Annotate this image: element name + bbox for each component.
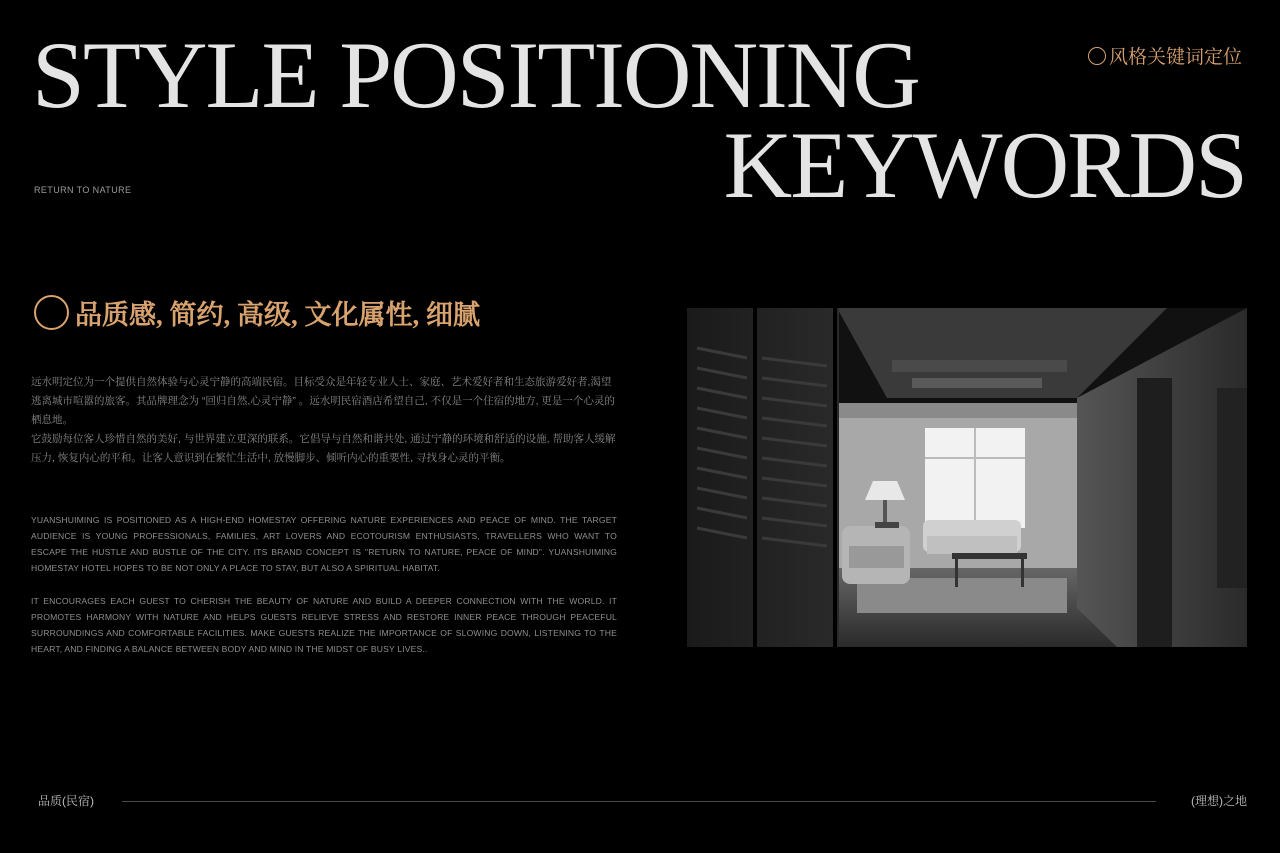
keywords-text: 品质感, 简约, 高级, 文化属性, 细腻 [75,300,480,330]
circle-icon [34,295,69,330]
footer-divider [122,801,1156,802]
english-paragraph-1: YUANSHUIMING IS POSITIONED AS A HIGH-END HOMESTAY OFFERING NATURE EXPERIENCES AND PEACE OF MIND. THE TARGET AUDIENCE IS YOUNG PROFESSIONALS, FAMILIES, ART LOVERS AND ECOTOURISM ENTHUSIASTS, TRAVELLERS WHO WANT TO ESCAPE THE HUSTLE AND BUSTLE OF THE CITY. ITS BRAND CONCEPT IS "RETURN TO NATURE, PEACE OF MIND". YUANSHUIMING HOMESTAY HOTEL HOPES TO BE NOT ONLY A PLACE TO STAY, BUT ALSO A SPIRITUAL HABITAT. [31,515,617,573]
chinese-paragraph-1: 远水明定位为一个提供自然体验与心灵宁静的高端民宿。目标受众是年轻专业人士、家庭、艺术爱好者和生态旅游爱好者,渴望逃离城市喧嚣的旅客。其品牌理念为 “回归自然,心灵宁静” 。远水明民宿酒店希望自己, 不仅是一个住宿的地方, 更是一个心灵的栖息地。 [31,376,615,426]
page-title-line-1: STYLE POSITIONING [32,22,919,128]
page-title-line-2: KEYWORDS [723,112,1246,218]
interior-photo [687,308,1247,647]
chinese-paragraph-2: 它鼓励每位客人珍惜自然的美好, 与世界建立更深的联系。它倡导与自然和谐共处, 通过宁静的环境和舒适的设施, 帮助客人缓解压力, 恢复内心的平和。让客人意识到在繁忙生活中, 放慢脚步、倾听内心的重要性, 寻找身心灵的平衡。 [31,433,616,464]
circle-icon [1088,47,1106,65]
footer-left-label: 品质(民宿) [38,794,94,808]
keywords-heading [34,293,480,332]
section-tag [1088,42,1242,69]
footer-right-label: (理想)之地 [1191,794,1247,808]
section-tag-label: 风格关键词定位 [1108,47,1242,68]
english-paragraph-2: IT ENCOURAGES EACH GUEST TO CHERISH THE BEAUTY OF NATURE AND BUILD A DEEPER CONNECTION WITH THE WORLD. IT PROMOTES HARMONY WITH NATURE AND HELPS GUESTS RELIEVE STRESS AND RESTORE INNER PEACE THROUGH PEACEFUL SURROUNDINGS AND COMFORTABLE FACILITIES. MAKE GUESTS REALIZE THE IMPORTANCE OF SLOWING DOWN, LISTENING TO THE HEART, AND FINDING A BALANCE BETWEEN BODY AND MIND IN THE MIDST OF BUSY LIVES.. [31,596,617,654]
subtitle: RETURN TO NATURE [34,185,132,195]
